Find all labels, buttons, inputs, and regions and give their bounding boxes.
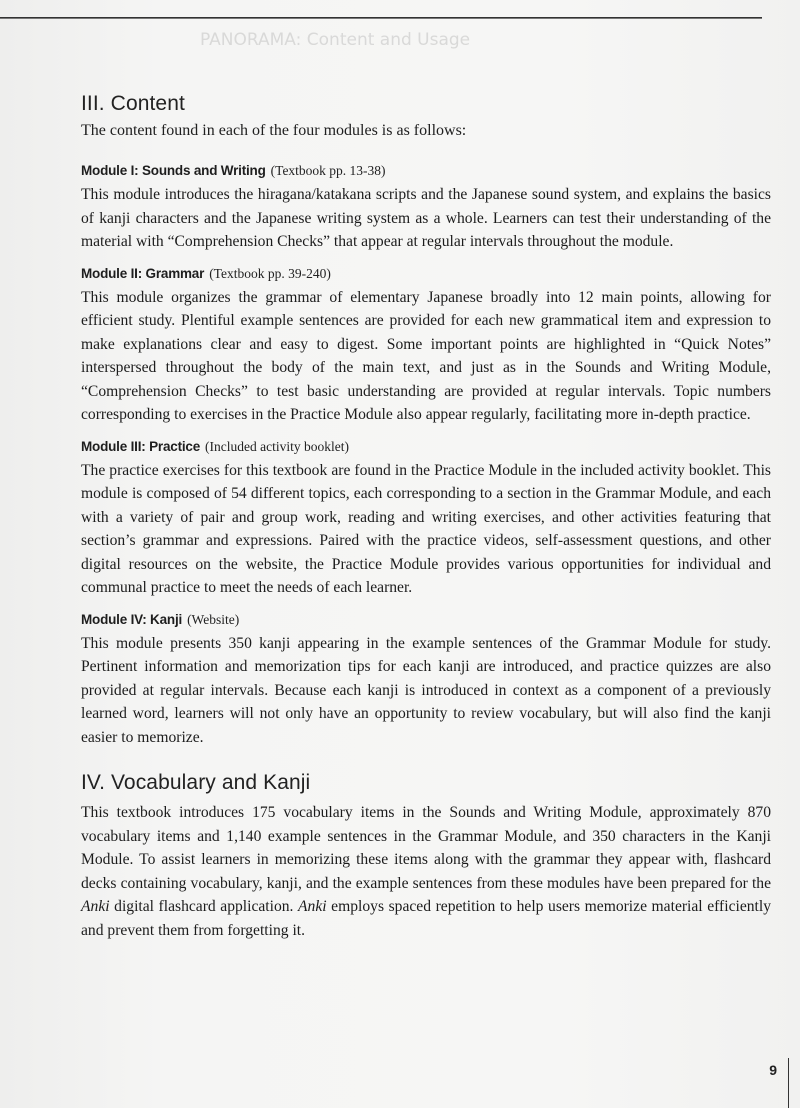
bleed-through-header: PANORAMA: Content and Usage bbox=[200, 30, 471, 50]
page-content bbox=[81, 92, 771, 942]
module-practice bbox=[81, 438, 771, 600]
body-text-run: digital flashcard application. bbox=[109, 898, 299, 915]
module-name: Module III: Practice bbox=[81, 438, 201, 454]
module-heading bbox=[81, 265, 771, 284]
module-note: (Textbook pp. 39-240) bbox=[209, 265, 331, 281]
body-text-run: employs spaced repetition to help users memorize material efficiently and prevent them from forgetting it. bbox=[81, 898, 771, 939]
page-number-rule bbox=[788, 1058, 789, 1108]
module-note: (Textbook pp. 13-38) bbox=[270, 163, 386, 178]
anki-term: Anki bbox=[81, 898, 110, 915]
section-body bbox=[81, 801, 771, 942]
section-vocabulary-kanji bbox=[81, 771, 771, 942]
module-body: This module organizes the grammar of elementary Japanese broadly into 12 main points, allowing for efficient study. Plentiful example sentences are provided for each new grammatical item and expression to make explanations clear and easy to digest. Some important points are highlighted in “Quick Notes” interspersed throughout the body of the main text, and just as in the Sounds and Writing Module, “Comprehension Checks” to test basic understanding are provided at regular intervals. Topic numbers corresponding to exercises in the Practice Module also appear regularly, facilitating more in-depth practice. bbox=[81, 288, 771, 423]
module-heading bbox=[81, 438, 771, 457]
module-note: (Website) bbox=[187, 611, 240, 627]
page-number: 9 bbox=[769, 1062, 777, 1078]
module-kanji bbox=[81, 611, 771, 750]
module-name: Module I: Sounds and Writing bbox=[81, 163, 266, 178]
section-content bbox=[81, 92, 771, 749]
anki-term: Anki bbox=[298, 898, 327, 915]
body-text-run: This textbook introduces 175 vocabulary items in the Sounds and Writing Module, approximately 870 vocabulary items and 1,140 example sentences in the Grammar Module, and 350 characters in the Kanji Module. To assist learners in memorizing these items along with the grammar they appear with, flashcard decks containing vocabulary, kanji, and the example sentences from these modules have been prepared for the bbox=[81, 804, 771, 892]
section-title: III. Content bbox=[81, 92, 185, 115]
module-name: Module II: Grammar bbox=[81, 265, 205, 281]
module-sounds-writing bbox=[81, 162, 771, 254]
module-body: This module presents 350 kanji appearing in the example sentences of the Grammar Module for study. Pertinent information and memorization tips for each kanji are introduced, and practice quizzes are also provided at regular intervals. Because each kanji is introduced in context as a component of a previously learned word, learners will not only have an opportunity to review vocabulary, but will also find the kanji easier to memorize. bbox=[81, 634, 771, 746]
module-heading bbox=[81, 162, 771, 181]
section-intro: The content found in each of the four modules is as follows: bbox=[81, 122, 467, 139]
section-title: IV. Vocabulary and Kanji bbox=[81, 771, 311, 794]
module-grammar bbox=[81, 265, 771, 427]
module-body: The practice exercises for this textbook are found in the Practice Module in the included activity booklet. This module is composed of 54 different topics, each corresponding to a section in the Grammar Module, and each with a variety of pair and group work, reading and writing exercises, and other activities featuring that section’s grammar and expressions. Paired with the practice videos, self-assessment questions, and other digital resources on the website, the Practice Module provides various opportunities for individual and communal practice to meet the needs of each learner. bbox=[81, 461, 771, 596]
module-heading bbox=[81, 611, 771, 630]
module-name: Module IV: Kanji bbox=[81, 611, 183, 627]
module-body: This module introduces the hiragana/katakana scripts and the Japanese sound system, and explains the basics of kanji characters and the Japanese writing system as a whole. Learners can test their understanding of the material with “Comprehension Checks” that appear at regular intervals throughout the module. bbox=[81, 186, 771, 250]
module-note: (Included activity booklet) bbox=[205, 438, 349, 454]
top-rule bbox=[0, 17, 762, 19]
